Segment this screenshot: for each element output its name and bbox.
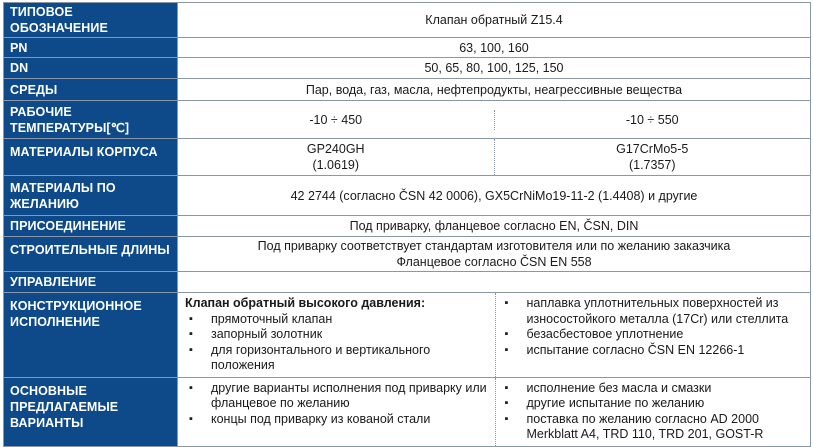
body-left — [178, 139, 495, 175]
spec-table — [3, 2, 811, 447]
list-item: ▪ другие испытание по желанию — [500, 396, 805, 412]
body-right-line1: G17CrMo5-5 — [616, 142, 689, 156]
list-item: ▪ концы под приварку из кованой стали — [184, 412, 489, 428]
row-pn — [4, 38, 811, 58]
list-item: ▪ безасбестовое уплотнение — [500, 327, 805, 343]
row-type — [4, 3, 811, 38]
lengths-line2: Фланцевое согласно ČSN EN 558 — [396, 255, 592, 269]
body-right — [495, 139, 811, 175]
value-media: Пар, вода, газ, масла, нефтепродукты, неагрессивные вещества — [178, 79, 811, 101]
value-control — [178, 272, 811, 293]
variants-split — [178, 378, 810, 446]
value-dn: 50, 65, 80, 100, 125, 150 — [178, 58, 811, 79]
design-left — [178, 293, 496, 377]
design-split — [178, 293, 810, 377]
list-item: ▪ поставка по желанию согласно AD 2000 Merkblatt A4, TRD 110, TRD 201, GOST-R — [500, 412, 805, 443]
body-left-line2: (1.0619) — [312, 158, 360, 172]
body-right-line2: (1.7357) — [628, 158, 676, 172]
label-temp: РАБОЧИЕ ТЕМПЕРАТУРЫ[℃] — [4, 101, 178, 139]
body-split — [178, 139, 810, 175]
row-dn — [4, 58, 811, 79]
row-optional — [4, 176, 811, 216]
label-media: СРЕДЫ — [4, 79, 178, 101]
row-media — [4, 79, 811, 101]
label-lengths: СТРОИТЕЛЬНЫЕ ДЛИНЫ — [4, 237, 178, 272]
design-right — [496, 293, 811, 377]
list-item: ▪ наплавка уплотнительных поверхностей из износостойкого металла (17Cr) или стеллита — [500, 296, 805, 327]
row-lengths — [4, 237, 811, 272]
body-left-line1: GP240GH — [306, 142, 365, 156]
list-item: ▪ прямоточный клапан — [184, 312, 489, 328]
row-variants — [4, 377, 811, 446]
label-connection: ПРИСОЕДИНЕНИЕ — [4, 216, 178, 237]
label-dn: DN — [4, 58, 178, 79]
design-left-list — [184, 312, 489, 374]
row-control — [4, 272, 811, 293]
row-design — [4, 293, 811, 378]
lengths-line1: Под приварку соответствует стандартам изготовителя или по желанию заказчика — [257, 239, 731, 253]
row-connection — [4, 216, 811, 237]
label-pn: PN — [4, 38, 178, 58]
label-body: МАТЕРИАЛЫ КОРПУСА — [4, 139, 178, 176]
list-item: ▪ для горизонтального и вертикального положения — [184, 343, 489, 374]
list-item: ▪ исполнение без масла и смазки — [500, 381, 805, 397]
value-optional: 42 2744 (согласно ČSN 42 0006), GX5CrNiMo19-11-2 (1.4408) и другие — [178, 176, 811, 216]
label-type: ТИПОВОЕ ОБОЗНАЧЕНИЕ — [4, 3, 178, 38]
temp-left: -10 ÷ 450 — [178, 110, 495, 130]
value-lengths — [178, 237, 811, 272]
temp-right: -10 ÷ 550 — [625, 112, 679, 127]
row-temp — [4, 101, 811, 139]
variants-left-list — [184, 381, 489, 428]
value-type: Клапан обратный Z15.4 — [178, 3, 811, 38]
label-optional: МАТЕРИАЛЫ ПО ЖЕЛАНИЮ — [4, 176, 178, 216]
label-variants: ОСНОВНЫЕ ПРЕДЛАГАЕМЫЕ ВАРИАНТЫ — [4, 377, 178, 446]
list-item: ▪ другие варианты исполнения под приварку или фланцевое по желанию — [184, 381, 489, 412]
variants-right-list — [500, 381, 805, 443]
label-control: УПРАВЛЕНИЕ — [4, 272, 178, 293]
design-right-list — [500, 296, 805, 358]
label-design: КОНСТРУКЦИОННОЕ ИСПОЛНЕНИЕ — [4, 293, 178, 378]
design-title: Клапан обратный высокого давления: — [185, 296, 426, 310]
row-body — [4, 139, 811, 176]
list-item: ▪ запорный золотник — [184, 327, 489, 343]
variants-left — [178, 378, 496, 446]
value-connection: Под приварку, фланцевое согласно EN, ČSN, DIN — [178, 216, 811, 237]
variants-right — [496, 378, 811, 446]
list-item: ▪ испытание согласно ČSN EN 12266-1 — [500, 343, 805, 359]
value-pn: 63, 100, 160 — [178, 38, 811, 58]
temp-split — [178, 110, 810, 130]
